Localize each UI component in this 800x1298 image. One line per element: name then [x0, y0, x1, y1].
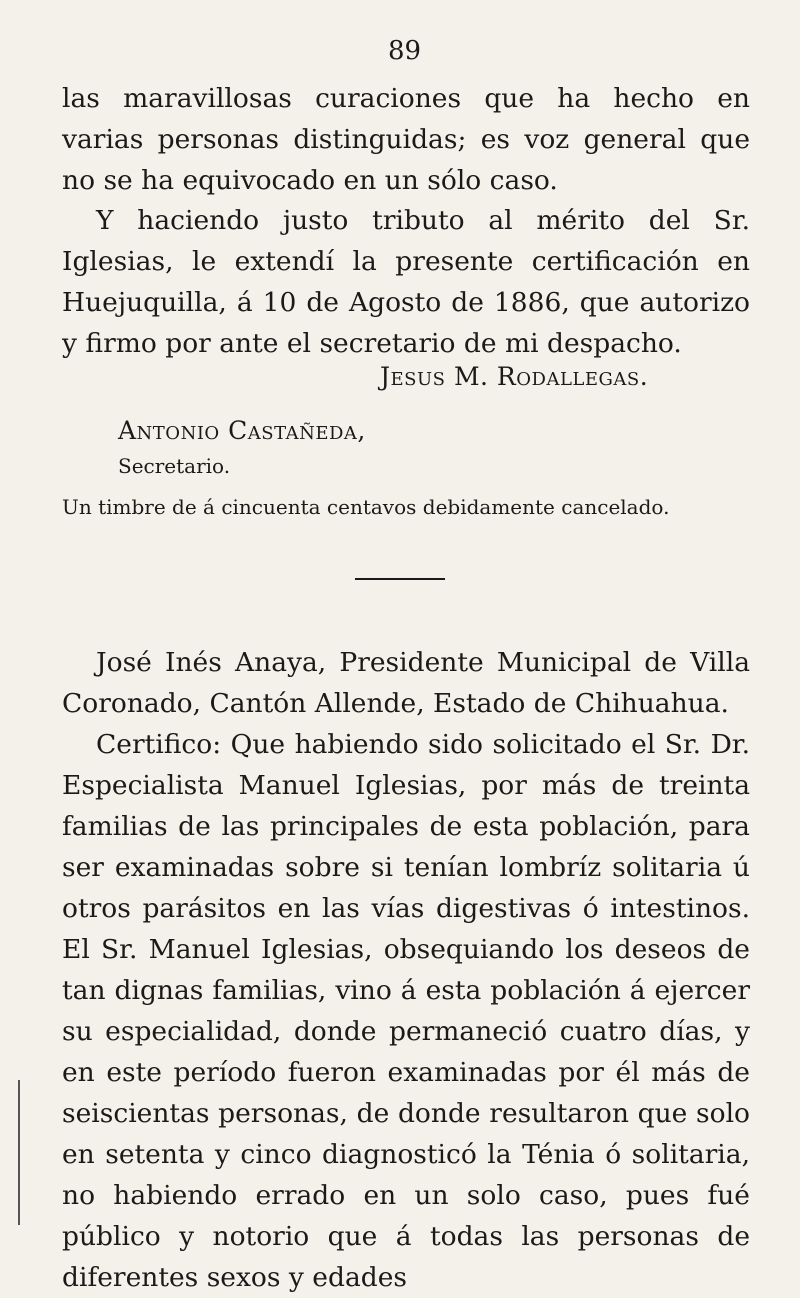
paragraph-4: Certifico: Que habiendo sido solicitado el Sr. Dr. Especialista Manuel Iglesias, por más de treinta familias de las principales de esta población, para ser examinadas sobre si tenían lombríz solitaria ú otros parásitos en las vías digestivas ó intestinos. El Sr. Manuel Iglesias, obsequiando los deseos de tan dignas familias, vino á esta población á ejercer su especialidad, donde permaneció cuatro días, y en este período fueron examinadas por él más de seiscientas personas, de donde resultaron que solo en setenta y cinco diagnosticó la Ténia ó solitaria, no habiendo errado en un solo caso, pues fué público y notorio que á todas las personas de diferentes sexos y edades — [62, 729, 750, 1293]
secretary-role: Secretario. — [118, 454, 231, 478]
stamp-note: Un timbre de á cincuenta centavos debidamente cancelado. — [62, 495, 670, 519]
paragraph-2: Y haciendo justo tributo al mérito del Sr. Iglesias, le extendí la presente certificación en Huejuquilla, á 10 de Agosto de 1886, que autorizo y firmo por ante el secretario de mi despacho. — [62, 205, 750, 359]
signature-secretary: Antonio Castañeda, — [118, 416, 366, 445]
paragraph-1: las maravillosas curaciones que ha hecho en varias personas distinguidas; es voz general que no se ha equivocado en un sólo caso. — [62, 83, 750, 196]
paragraph-3: José Inés Anaya, Presidente Municipal de Villa Coronado, Cantón Allende, Estado de Chihuahua. — [62, 647, 750, 719]
signature-mayor: Jesus M. Rodallegas. — [380, 362, 649, 391]
page-number: 89 — [388, 36, 422, 66]
section-divider — [355, 578, 445, 580]
margin-mark — [18, 1080, 20, 1225]
